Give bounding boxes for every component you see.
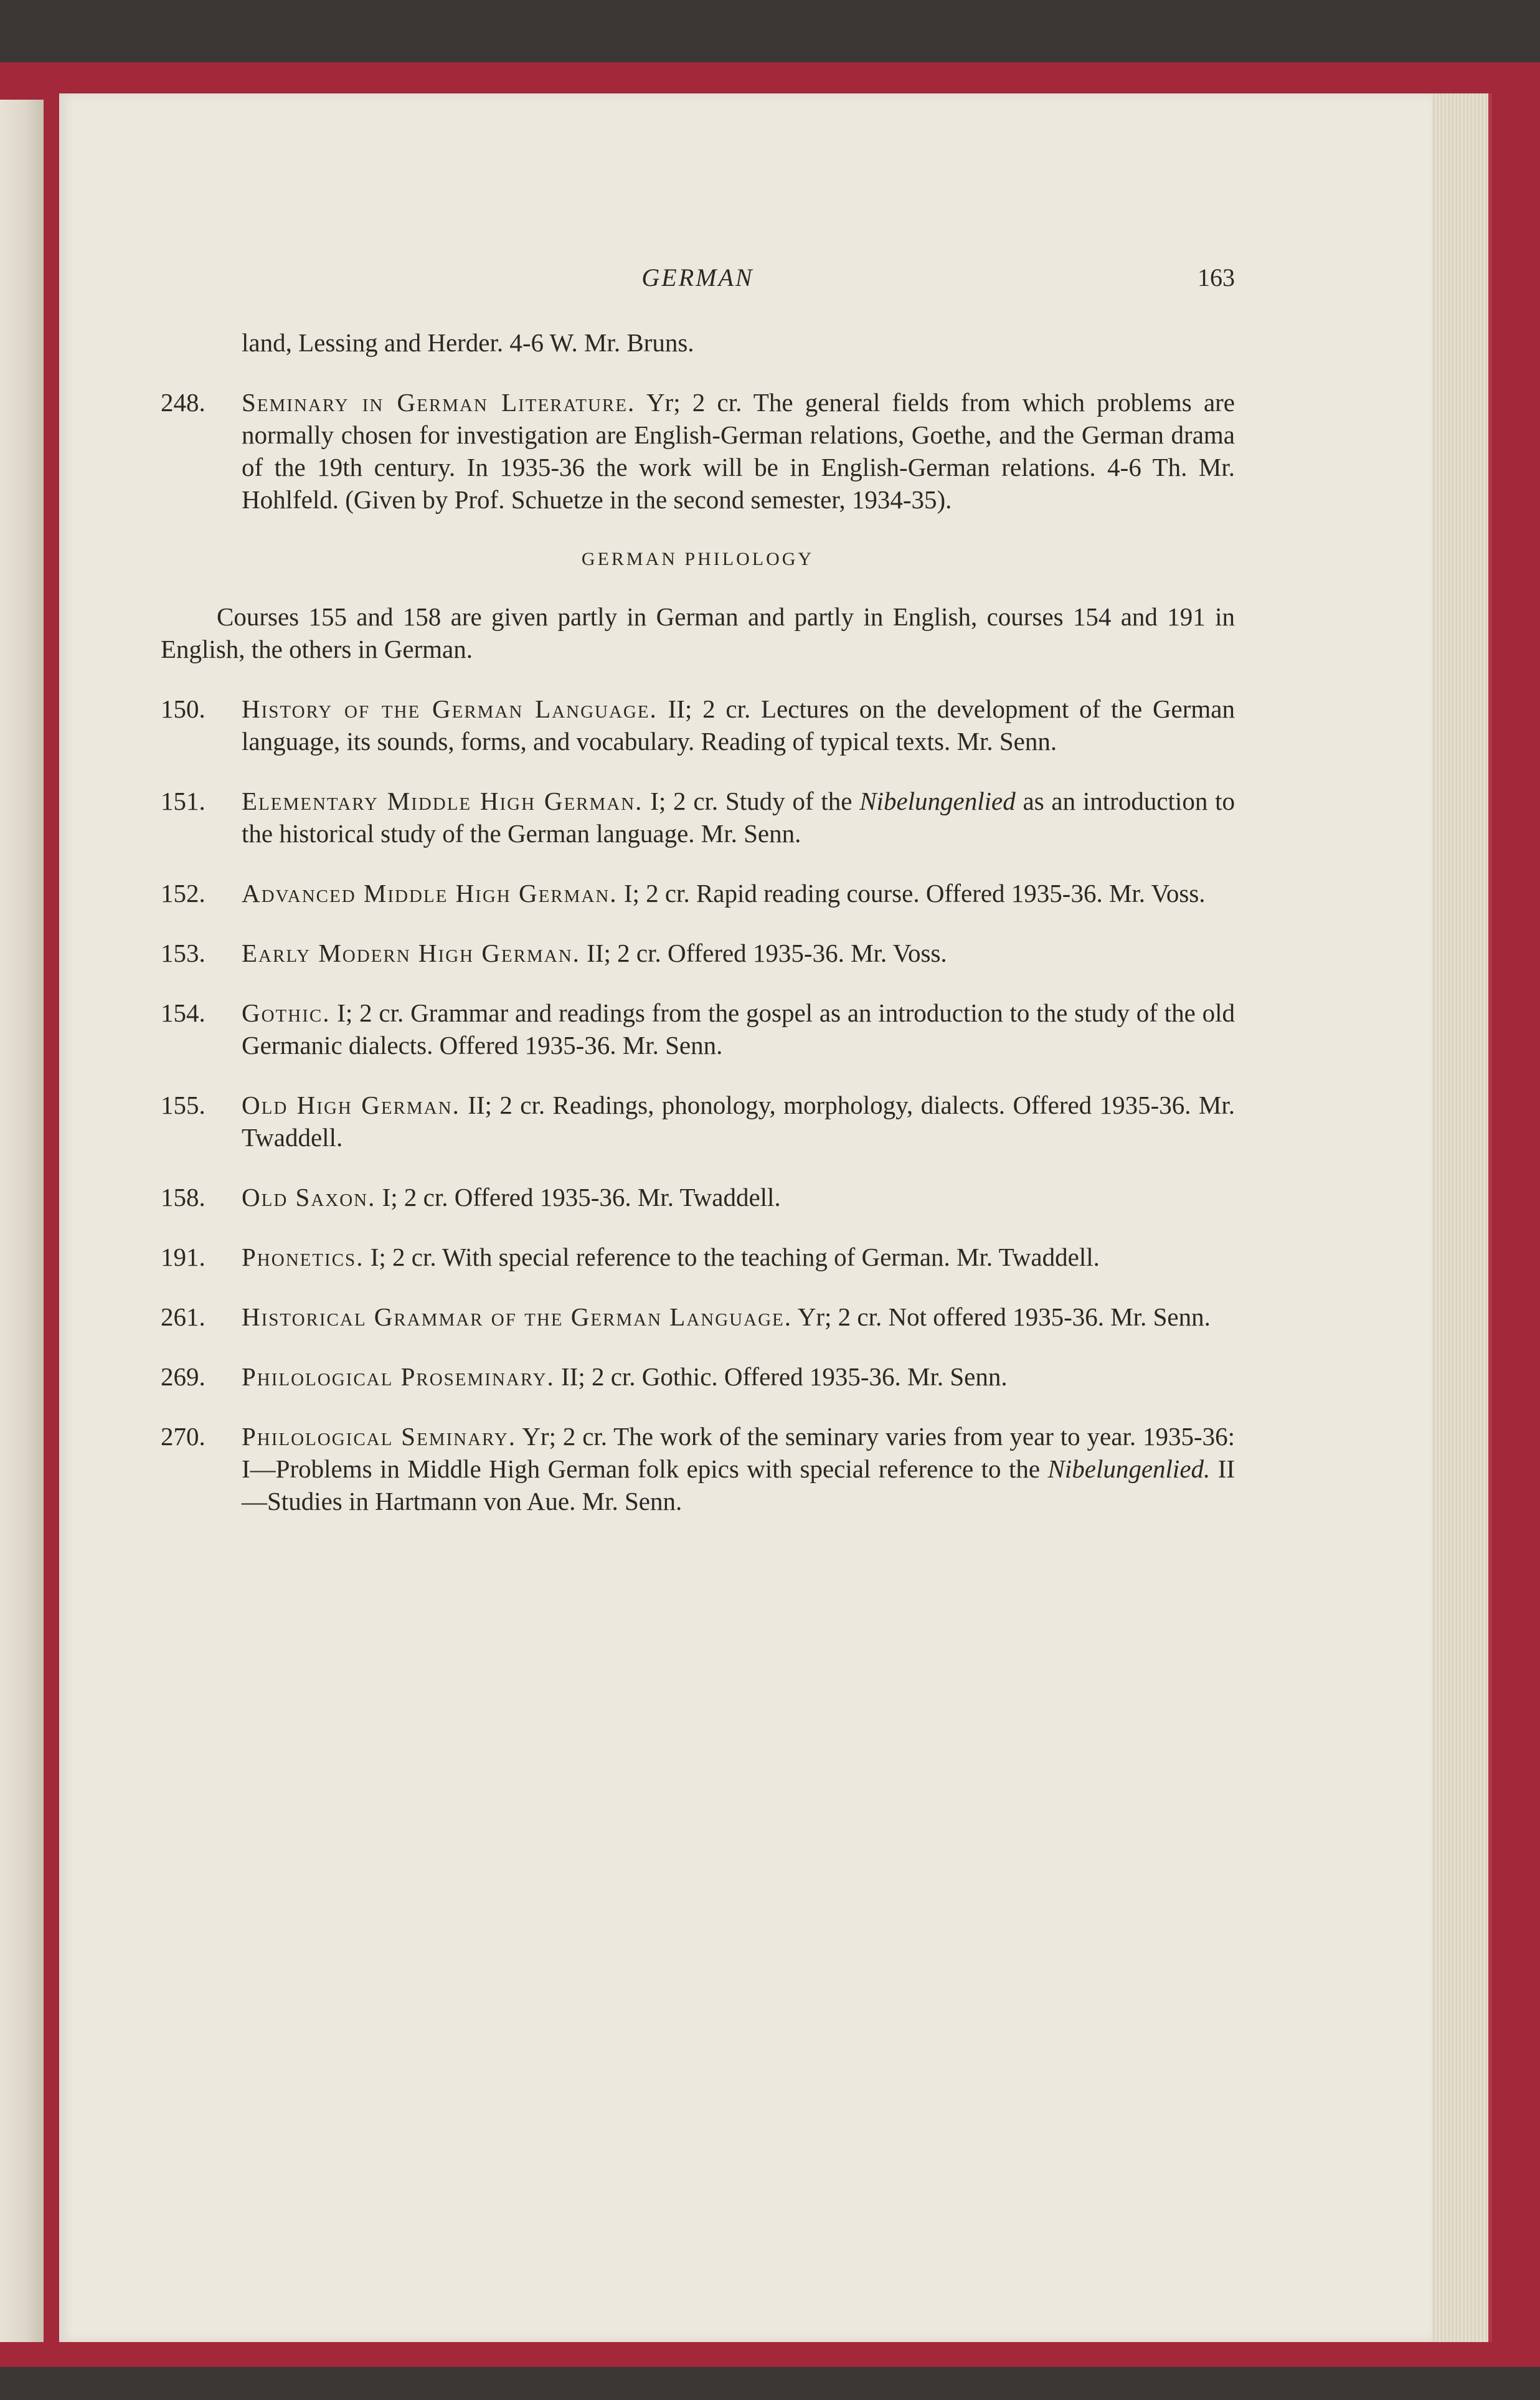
page-text (161, 262, 1235, 1545)
course-title: Elementary Middle High German. (242, 787, 643, 815)
literature-course-list (161, 386, 1235, 516)
course-description: II; 2 cr. Offered 1935-36. Mr. Voss. (587, 939, 947, 967)
course-description: II; 2 cr. Lectures on the development of the German language, its sounds, forms, and vocabulary. Reading of typical texts. Mr. Senn. (242, 695, 1235, 756)
course-number: 158. (161, 1183, 205, 1212)
course-number: 261. (161, 1302, 205, 1331)
course-title: Philological Proseminary. (242, 1362, 555, 1391)
facing-page-edge (0, 100, 44, 2342)
page-block-edge (1432, 93, 1492, 2342)
course-number: 151. (161, 787, 205, 815)
course-number: 152. (161, 879, 205, 908)
course-title: Old High German. (242, 1091, 460, 1119)
course-entry (161, 1420, 1235, 1517)
running-head: GERMAN (641, 263, 754, 292)
course-title: Historical Grammar of the German Language. (242, 1302, 792, 1331)
course-entry (161, 1301, 1235, 1333)
course-number: 270. (161, 1422, 205, 1451)
continuation-line: land, Lessing and Herder. 4-6 W. Mr. Bruns. (242, 328, 694, 357)
italic-title: Nibelungenlied (859, 787, 1016, 815)
course-description: I; 2 cr. Study of the (650, 787, 853, 815)
course-description: I; 2 cr. Offered 1935-36. Mr. Twaddell. (382, 1183, 781, 1212)
course-title: Gothic. (242, 998, 331, 1027)
course-entry (161, 1241, 1235, 1273)
course-description: Yr; 2 cr. The work of the seminary varies from year to year. 1935-36: I—Problems in Middle High German folk epics with special reference to the (242, 1422, 1235, 1483)
course-title: Advanced Middle High German. (242, 879, 618, 908)
course-description: II; 2 cr. Readings, phonology, morphology, dialects. Offered 1935-36. Mr. Twaddell. (242, 1091, 1235, 1152)
course-number: 153. (161, 939, 205, 967)
course-title: Old Saxon. (242, 1183, 376, 1212)
philology-course-list (161, 693, 1235, 1517)
page-header (161, 262, 1235, 299)
course-entry (161, 1089, 1235, 1154)
course-description: Yr; 2 cr. The general fields from which problems are normally chosen for investigation are English-German relations, Goethe, and the German drama of the 19th century. In 1935-36 the work will be in English-German relations. 4-6 Th. Mr. Hohlfeld. (Given by Prof. Schuetze in the second semester, 1934-35). (242, 388, 1235, 514)
course-title: Seminary in German Literature. (242, 388, 636, 417)
course-title: Early Modern High German. (242, 939, 580, 967)
course-entry (161, 997, 1235, 1061)
course-number: 150. (161, 695, 205, 723)
course-entry (161, 1181, 1235, 1213)
course-entry (161, 785, 1235, 850)
course-description: as an introduction to the historical study of the German language. Mr. Senn. (242, 787, 1235, 848)
course-entry (161, 877, 1235, 909)
course-number: 154. (161, 998, 205, 1027)
course-title: History of the German Language. (242, 695, 658, 723)
course-number: 248. (161, 388, 205, 417)
course-description: II—Studies in Hartmann von Aue. Mr. Senn. (242, 1454, 1235, 1515)
italic-title: Nibelungenlied. (1047, 1454, 1211, 1483)
course-number: 155. (161, 1091, 205, 1119)
course-entry (161, 937, 1235, 969)
course-entry (161, 1360, 1235, 1393)
course-number: 191. (161, 1243, 205, 1271)
course-description: Yr; 2 cr. Not offered 1935-36. Mr. Senn. (797, 1302, 1211, 1331)
course-description: I; 2 cr. With special reference to the teaching of German. Mr. Twaddell. (370, 1243, 1100, 1271)
course-entry (161, 693, 1235, 757)
section-heading: GERMAN PHILOLOGY (581, 549, 815, 569)
course-entry (161, 386, 1235, 516)
page-number: 163 (1198, 263, 1235, 292)
course-description: II; 2 cr. Gothic. Offered 1935-36. Mr. Senn. (561, 1362, 1008, 1391)
intro-paragraph: Courses 155 and 158 are given partly in German and partly in English, courses 154 and 191 in English, the others in German. (161, 602, 1235, 663)
course-title: Philological Seminary. (242, 1422, 516, 1451)
course-description: I; 2 cr. Rapid reading course. Offered 1935-36. Mr. Voss. (623, 879, 1206, 908)
course-number: 269. (161, 1362, 205, 1391)
course-title: Phonetics. (242, 1243, 364, 1271)
course-description: I; 2 cr. Grammar and readings from the gospel as an introduction to the study of the old Germanic dialects. Offered 1935-36. Mr. Senn. (242, 998, 1235, 1060)
